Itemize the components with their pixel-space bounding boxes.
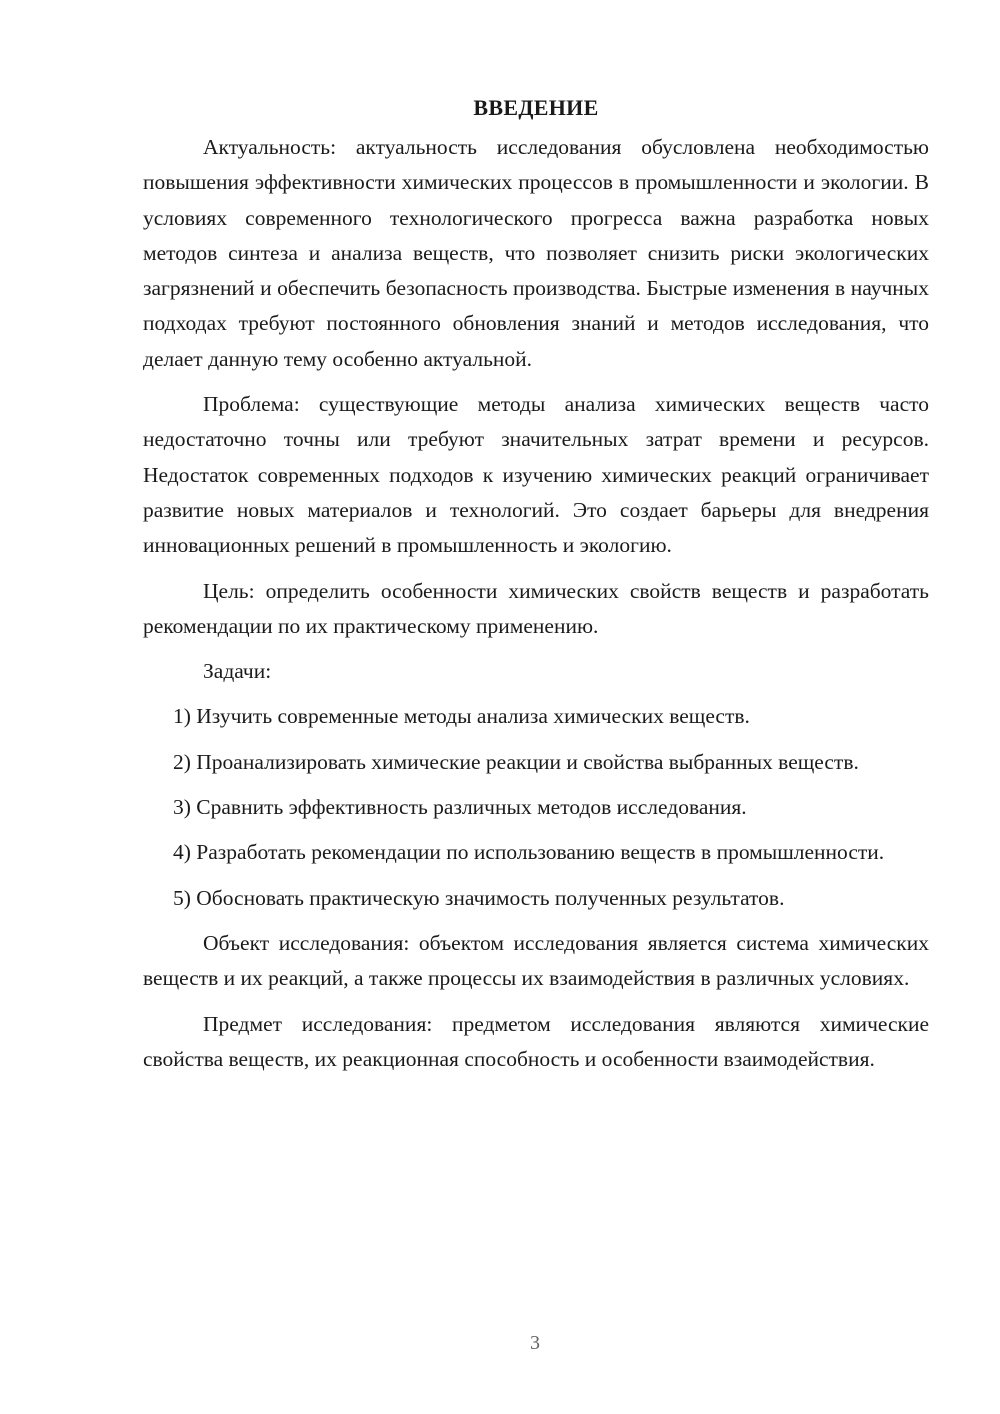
page-number: 3 (530, 1332, 540, 1354)
task-item: 2) Проанализировать химические реакции и свойства выбранных веществ. (173, 749, 859, 774)
task-item: 3) Сравнить эффективность различных методов исследования. (173, 795, 747, 820)
problem-paragraph: Проблема: существующие методы анализа химических веществ часто недостаточно точны или требуют значительных затрат времени и ресурсов. Недостаток современных подходов к изучению химических реакций ограничивает развитие новых материалов и технологий. Это создает барьеры для внедрения инновационных решений в промышленность и экологию. (143, 392, 929, 558)
task-item: 1) Изучить современные методы анализа химических веществ. (173, 704, 750, 729)
document-page (143, 90, 929, 1087)
subject-paragraph: Предмет исследования: предметом исследования являются химические свойства веществ, их реакционная способность и особенности взаимодействия. (143, 1011, 929, 1071)
relevance-paragraph: Актуальность: актуальность исследования обусловлена необходимостью повышения эффективности химических процессов в промышленности и экологии. В условиях современного технологического прогресса важна разработка новых методов синтеза и анализа веществ, что позволяет снизить риски экологических загрязнений и обеспечить безопасность производства. Быстрые изменения в научных подходах требуют постоянного обновления знаний и методов исследования, что делает данную тему особенно актуальной. (143, 135, 929, 371)
tasks-list (143, 699, 929, 915)
task-item: 4) Разработать рекомендации по использованию веществ в промышленности. (173, 840, 885, 865)
tasks-heading: Задачи: (203, 659, 272, 684)
object-paragraph: Объект исследования: объектом исследования является система химических веществ и их реакций, а также процессы их взаимодействия в различных условиях. (143, 930, 929, 991)
task-item: 5) Обосновать практическую значимость полученных результатов. (173, 885, 785, 910)
goal-paragraph: Цель: определить особенности химических свойств веществ и разработать рекомендации по их практическому применению. (143, 578, 929, 638)
document-title: ВВЕДЕНИЕ (473, 95, 599, 120)
